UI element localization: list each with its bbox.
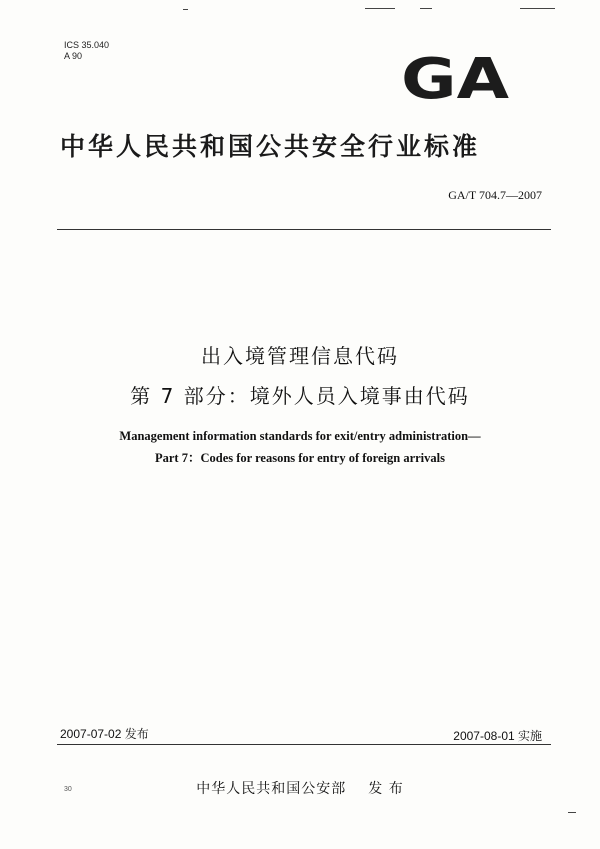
title-zh-line1: 出入境管理信息代码 bbox=[201, 344, 399, 368]
classification-codes bbox=[64, 40, 109, 62]
ga-logo bbox=[400, 52, 510, 100]
header-divider bbox=[57, 229, 551, 230]
category-code: A 90 bbox=[64, 51, 83, 61]
scan-mark bbox=[365, 8, 395, 9]
scan-mark bbox=[568, 812, 576, 813]
scan-mark bbox=[520, 8, 555, 9]
scan-mark bbox=[420, 8, 432, 9]
title-zh-line2: 第 7 部分：境外人员入境事由代码 bbox=[130, 384, 470, 408]
ga-logo-text: GA bbox=[401, 52, 510, 100]
header-title: 中华人民共和国公共安全行业标准 bbox=[60, 132, 481, 161]
issuer-name: 中华人民共和国公安部 bbox=[196, 781, 347, 797]
title-en-line2: Part 7：Codes for reasons for entry of foreign arrivals bbox=[155, 451, 445, 465]
title-en-line1: Management information standards for exit/entry administration— bbox=[119, 429, 481, 443]
publish-date: 2007-07-02 发布 bbox=[60, 727, 149, 741]
footer-divider bbox=[57, 744, 551, 745]
standard-number: GA/T 704.7—2007 bbox=[448, 188, 542, 202]
issuer-line bbox=[0, 778, 600, 798]
ics-code: ICS 35.040 bbox=[64, 40, 110, 50]
scan-mark bbox=[183, 9, 188, 10]
page-number: 30 bbox=[64, 786, 72, 793]
issuer-action: 发 布 bbox=[368, 781, 404, 797]
effective-date: 2007-08-01 实施 bbox=[453, 729, 542, 743]
